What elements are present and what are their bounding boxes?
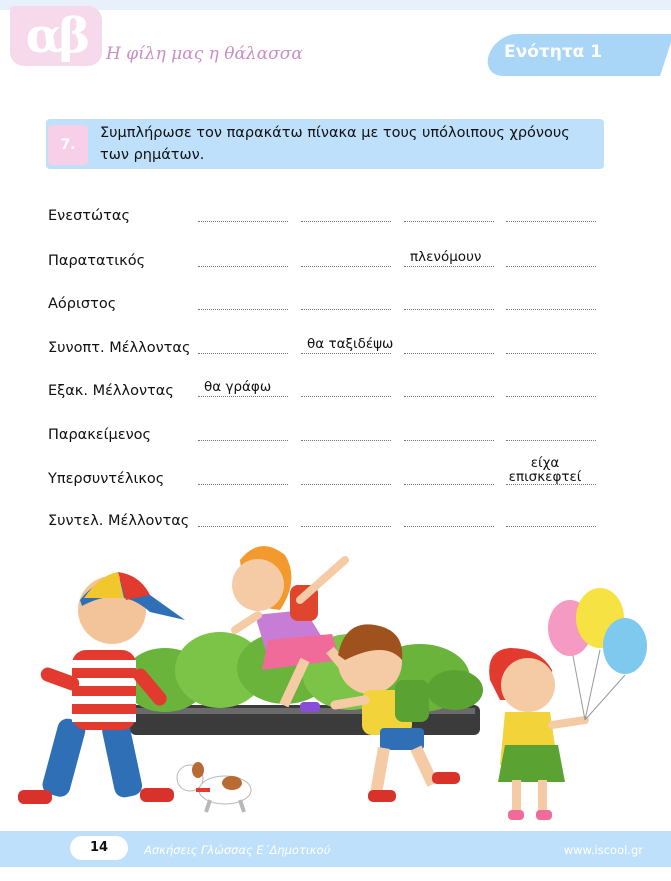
- exercise-number: 7.: [48, 125, 88, 165]
- answer-blank[interactable]: [198, 353, 288, 354]
- answer-blank[interactable]: [301, 484, 391, 485]
- answer-blank[interactable]: [404, 221, 494, 222]
- answer-blank[interactable]: [506, 309, 596, 310]
- tense-row-label: Παρατατικός: [48, 253, 146, 269]
- answer-blank[interactable]: [198, 266, 288, 267]
- exercise-instruction: Συμπλήρωσε τον παρακάτω πίνακα με τους υπόλοιπους χρόνους των ρημάτων.: [100, 125, 570, 163]
- answer-blank[interactable]: [404, 266, 494, 267]
- boy-with-cap-icon: [18, 572, 185, 804]
- answer-blank[interactable]: [301, 396, 391, 397]
- tense-row-label: Αόριστος: [48, 296, 117, 312]
- children-walking-illustration: [0, 530, 671, 830]
- filled-answer: θα γράφω: [204, 379, 272, 395]
- answer-blank[interactable]: [198, 309, 288, 310]
- answer-blank[interactable]: [404, 309, 494, 310]
- answer-blank[interactable]: [506, 526, 596, 527]
- answer-blank[interactable]: [301, 526, 391, 527]
- tense-row-label: Παρακείμενος: [48, 427, 152, 443]
- answer-blank[interactable]: [198, 484, 288, 485]
- answer-blank[interactable]: [506, 396, 596, 397]
- dog-icon: [177, 762, 251, 812]
- top-band: [0, 0, 671, 10]
- unit-badge-label: Ενότητα 1: [504, 42, 603, 62]
- filled-answer: είχα επισκεφτεί: [508, 455, 582, 485]
- answer-blank[interactable]: [506, 440, 596, 441]
- answer-blank[interactable]: [301, 353, 391, 354]
- answer-blank[interactable]: [506, 266, 596, 267]
- answer-blank[interactable]: [198, 440, 288, 441]
- tense-row-label: Υπερσυντέλικος: [48, 471, 165, 487]
- tense-row-label: Εξακ. Μέλλοντας: [48, 383, 174, 399]
- page-number: 14: [70, 836, 128, 860]
- answer-blank[interactable]: [404, 440, 494, 441]
- filled-answer: πλενόμουν: [410, 249, 482, 265]
- answer-blank[interactable]: [301, 440, 391, 441]
- footer-url[interactable]: www.iscool.gr: [563, 843, 643, 857]
- answer-blank[interactable]: [198, 526, 288, 527]
- answer-blank[interactable]: [506, 221, 596, 222]
- answer-blank[interactable]: [404, 484, 494, 485]
- tense-row-label: Ενεστώτας: [48, 208, 130, 224]
- girl-with-balloons-icon: [489, 588, 647, 820]
- unit-badge: [482, 34, 660, 76]
- answer-blank[interactable]: [198, 396, 288, 397]
- answer-blank[interactable]: [506, 353, 596, 354]
- alpha-beta-logo: αβ: [10, 6, 102, 66]
- answer-blank[interactable]: [404, 526, 494, 527]
- answer-blank[interactable]: [301, 309, 391, 310]
- tense-row-label: Συνοπτ. Μέλλοντας: [48, 340, 191, 356]
- answer-blank[interactable]: [301, 266, 391, 267]
- answer-blank[interactable]: [404, 396, 494, 397]
- answer-blank[interactable]: [301, 221, 391, 222]
- filled-answer: θα ταξιδέψω: [307, 336, 394, 352]
- footer-book-series: Ασκήσεις Γλώσσας Ε΄Δημοτικού: [144, 843, 331, 857]
- tense-row-label: Συντελ. Μέλλοντας: [48, 513, 190, 529]
- book-title: Η φίλη μας η θάλασσα: [106, 44, 303, 64]
- answer-blank[interactable]: [404, 353, 494, 354]
- answer-blank[interactable]: [198, 221, 288, 222]
